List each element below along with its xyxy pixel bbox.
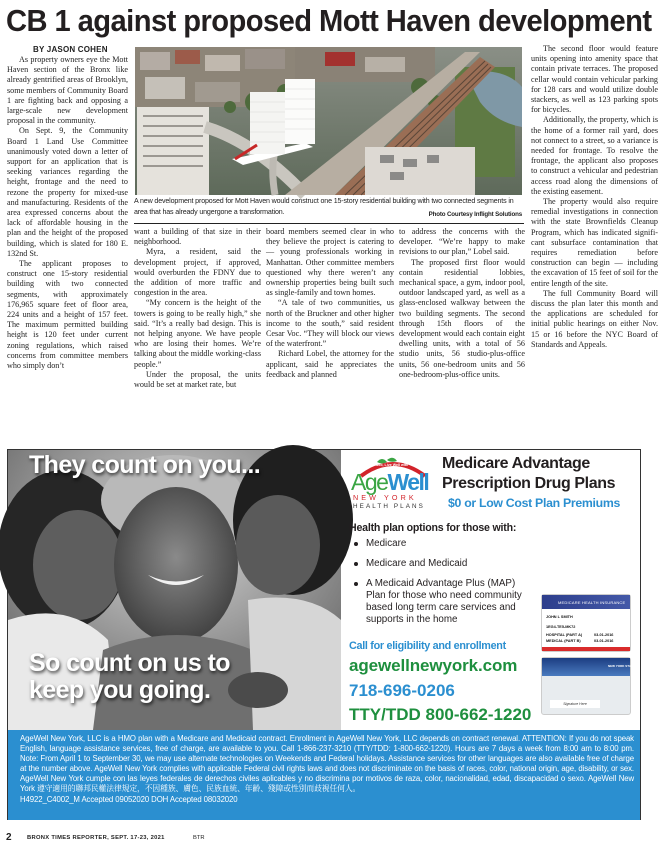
article-column-5 — [531, 44, 658, 436]
ad-title-line-2: Prescription Drug Plans — [442, 475, 616, 492]
card-name: JOHN L SMITH — [546, 615, 573, 619]
logo-new-york: NEW YORK — [353, 493, 417, 502]
card-hospital: HOSPITAL (PART A) — [546, 633, 583, 637]
paragraph: board members seemed clear in who they believe the project is catering to — young professionals working in Manhattan. Other committee members questioned why there weren’t any ownership properties being built such as single-family and town homes. — [266, 227, 394, 298]
ad-tagline-bottom-2: keep you going. — [29, 676, 211, 704]
ad-title — [442, 454, 642, 494]
ny-card-state: NEW YORK STATE — [608, 664, 635, 668]
paragraph: The second floor would feature units opening into amenity space that contain private terraces. The proposed cellar would contain vehicular parking for 128 cars and would utilize double stackers, as well as 123 parking spots for bicycles. — [531, 44, 658, 115]
ny-medicaid-card-image — [541, 657, 635, 715]
ad-tagline-bottom-1: So count on us to — [29, 649, 230, 677]
page-number: 2 — [6, 832, 12, 843]
ad-tty-number[interactable]: TTY/TDD 800-662-1220 — [349, 705, 532, 724]
paragraph: As property owners eye the Mott Haven section of the Bronx like already gentrified areas of Brooklyn, some members of Community Board 1 are fighting back and opposing a large-scale new development proposal in the community. — [7, 55, 128, 126]
disclaimer-text: AgeWell New York, LLC is a HMO plan with a Medicare and Medicaid contract. Enrollment in AgeWell New York, LLC depends on contract renewal. ATTENTION: If you do not speak English, language assistance services, free of charge, are available to you. Call 1-866-237-3210 (TTY/TDD: 1-800-662-1220). Hours are 7 days a week from 8:00 am to 8:00 pm. Note: From April 1 to September 30, we may use alternate technologies on Weekends and Federal holidays. Assistance services for other languages are also available free of charge at the number above. AgeWell New York complies with applicable Federal civil rights laws and does not discriminate on the basis of races, color, national origin, age, disability, or sex. AgeWell New York cumple con las leyes federales de derechos civiles aplicables y no discrimina por motivos de raza, color, nacionalidad, edad, discapacidad o sexo. AgeWell New York 遵守適用的聯邦民權法律規定，不因種族、膚色、民族血統、年齡、殘障或性別而歧視任何人。 — [20, 734, 634, 794]
publication-dateline: BRONX TIMES REPORTER, SEPT. 17-23, 2021 — [27, 835, 165, 841]
photo-caption — [134, 196, 524, 224]
byline: BY JASON COHEN — [33, 45, 108, 54]
paragraph: The property would also require remedial investigations in connection with the state Brownfields Cleanup Program, which has indicated significant subsurface contamination that requires remediation before construction can begin — including the excavation of 15 feet of soil for the entire length of the site. — [531, 197, 658, 288]
card-number: 1EG4-TE5-MK72 — [546, 625, 576, 629]
paragraph: The full Community Board will discuss the plan later this month and the applications are scheduled for initial public hearings on either Nov. 15 or 16 before the NYC Board of Standards and Appeals. — [531, 288, 658, 349]
paragraph: The applicant proposes to construct one 15-story residential building with two connected segments, with approximately 176,965 square feet of floor area, 224 units and a height of 157 feet. The maximum permitted building height is 120 feet under current zoning regulations, which raised concerns from committee members who simply don’t — [7, 259, 128, 371]
logo-age: Age — [351, 469, 388, 495]
ad-phone-number[interactable]: 718-696-0206 — [349, 681, 455, 700]
paragraph: On Sept. 9, the Community Board 1 Land Use Committee unanimously voted down a letter of support for an application that is seeking variances regarding the height, frontage and the need to rezone the property for mixed-use and manufacturing. Residents of the area expressed concerns about the lack of affordable housing in the plan and the height of the proposed building, which is slated for 180 E. 132nd St. — [7, 126, 128, 258]
ad-website-link[interactable]: agewellnewyork.com — [349, 656, 518, 675]
caption-text: A new development proposed for Mott Haven would construct one 15-story residential building with two connected segments in area that has already ungergone a transformation. — [134, 197, 514, 216]
article-column-3 — [266, 227, 394, 437]
paragraph: Additionally, the property, which is the home of a former rail yard, does not connect to a street, so a variance is needed for frontage. To resolve the frontage, the applicant also proposes to construct a vehicular and pedestrian access road along the dimensions of the existing easement. — [531, 115, 658, 196]
paragraph: Under the proposal, the units would be set at market rate, but — [134, 369, 261, 390]
medicare-card-image — [541, 594, 631, 652]
ad-options-heading: Health plan options for those with: — [349, 522, 517, 534]
paragraph: The proposed first floor would contain residential lobbies, mechanical space, a gym, indoor pool, outdoor landscaped yard, as well as a glass-enclosed walkway between the two building segments. The second through 15th floors of the development would each contain eight dwelling units, with a total of 56 studio units, 56 studio-plus-office units, 56 one-bedroom units and 56 one-bedroom-plus-office units. — [399, 257, 525, 379]
ad-info-panel — [341, 450, 641, 730]
ad-disclaimer — [8, 730, 640, 820]
paragraph: Myra, a resident, said the development project, if approved, would overburden the FDNY due to the addition of more traffic and congestion in the area. — [134, 247, 261, 298]
card-medical-date: 03-01-2016 — [594, 639, 614, 643]
ad-option: Medicare and Medicaid — [353, 558, 553, 570]
ny-card-signature: Signature Here — [550, 700, 600, 708]
logo-wordmark — [351, 470, 428, 494]
card-hospital-date: 03-01-2016 — [594, 633, 614, 637]
page-footer — [6, 832, 656, 844]
card-red-stripe — [542, 647, 630, 651]
disclaimer-code: H4922_C4002_M Accepted 09052020 DOH Accepted 08032020 — [20, 794, 238, 804]
logo-arc-text: Feel Well, Live Well with — [367, 463, 409, 467]
section-label: BTR — [193, 835, 205, 841]
ad-call-text: Call for eligibility and enrollment — [349, 640, 506, 652]
agewell-logo — [347, 456, 439, 514]
article-column-2 — [134, 227, 261, 437]
article-column-4 — [399, 227, 525, 437]
logo-well: Well — [387, 469, 429, 495]
ad-title-line-1: Medicare Advantage — [442, 455, 590, 472]
ad-options-list — [353, 538, 553, 626]
logo-health-plans: HEALTH PLANS — [353, 503, 425, 510]
aerial-photo-illustration — [135, 47, 522, 195]
ad-subtitle: $0 or Low Cost Plan Premiums — [448, 496, 621, 510]
paragraph: Richard Lobel, the attorney for the applicant, said he appreciates the feedback and planned — [266, 349, 394, 379]
paragraph: want a building of that size in their neighborhood. — [134, 227, 261, 247]
headline: CB 1 against proposed Mott Haven development — [6, 3, 652, 38]
paragraph: “My concern is the height of the towers is going to be really high,” she said. “It’s a really bad design. This is not helping anyone. We have people who are losing their homes. We’re talking about the middle working-class people.” — [134, 298, 261, 369]
ad-tagline-top: They count on you... — [29, 451, 261, 479]
aerial-photo — [135, 47, 522, 195]
ad-option: A Medicaid Advantage Plus (MAP) Plan for those who need community based long term care services and supports in the home — [353, 578, 533, 626]
ad-family-photo — [8, 450, 341, 730]
photo-credit: Photo Courtesy Inflight Solutions — [428, 210, 522, 218]
medicare-card-band: MEDICARE HEALTH INSURANCE — [542, 595, 630, 609]
agewell-advertisement — [7, 449, 641, 820]
paragraph: “A tale of two communities, us north of the Bruckner and other higher income to the south,” said resident Cesar Voc. “They will block our views of the waterfront.” — [266, 298, 394, 349]
card-medical: MEDICAL (PART B) — [546, 639, 581, 643]
ad-option: Medicare — [353, 538, 553, 550]
paragraph: to address the concerns with the developer. “We’re happy to make revisions to our plan,” Lobel said. — [399, 227, 525, 257]
article-column-1 — [7, 44, 128, 436]
